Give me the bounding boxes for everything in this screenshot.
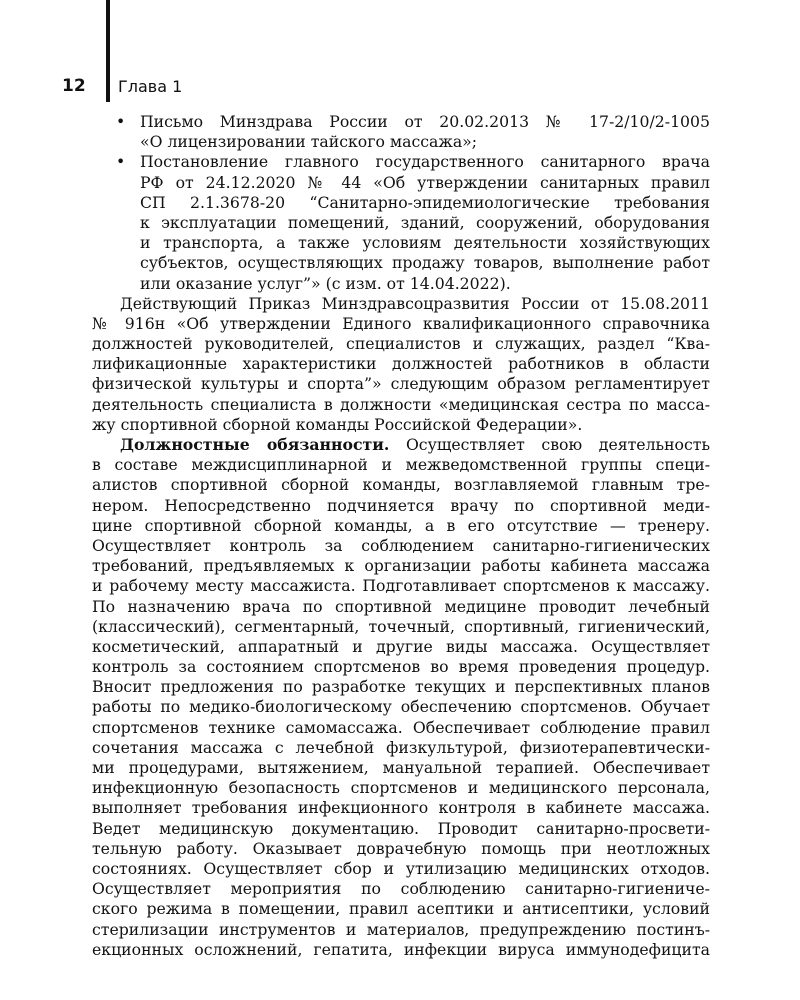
paragraph-line: Осуществляет мероприятия по соблюдению санитарно-гигиениче- (92, 879, 710, 899)
bullet-item-line: «О лицензировании тайского массажа»; (140, 132, 478, 152)
page-body (92, 112, 710, 960)
paragraph-line: Ведет медицинскую документацию. Проводит санитарно-просвети- (92, 818, 710, 838)
paragraph-line: лификационные характеристики должностей работников в области (92, 354, 710, 374)
bullet-item-line: к эксплуатации помещений, зданий, сооружений, оборудования (140, 212, 710, 232)
paragraph-line: сочетания массажа с лечебной физкультурой, физиотерапевтически- (92, 737, 710, 757)
bullet-icon: • (116, 112, 126, 131)
bullet-item-line: • Постановление главного государственного санитарного врача (116, 152, 710, 172)
paragraph-line: в составе междисциплинарной и межведомственной группы специ- (92, 455, 710, 475)
paragraph-line: (классический), сегментарный, точечный, спортивный, гигиенический, (92, 616, 710, 636)
paragraph-line: инфекционную безопасность спортсменов и медицинского персонала, (92, 778, 710, 798)
paragraph-line: Осуществляет контроль за соблюдением санитарно-гигиенических (92, 535, 710, 555)
bullet-item-line: или оказание услуг”» (с изм. от 14.04.2022). (140, 273, 511, 293)
paragraph-line: физической культуры и спорта”» следующим образом регламентирует (92, 374, 710, 394)
paragraph-line: Должностные обязанности. Осуществляет свою деятельность (120, 435, 710, 454)
paragraph-line: должностей руководителей, специалистов и служащих, раздел “Ква- (92, 334, 710, 354)
section-heading: Должностные обязанности. (120, 435, 390, 454)
bullet-item-line: и транспорта, а также условиям деятельности хозяйствующих (140, 233, 710, 253)
paragraph-line: Действующий Приказ Минздравсоцразвития России от 15.08.2011 (120, 293, 710, 313)
paragraph-line: и рабочему месту массажиста. Подготавливает спортсменов к массажу. (92, 576, 710, 596)
paragraph-line: нером. Непосредственно подчиняется врачу по спортивной меди- (92, 495, 710, 515)
paragraph-line: стерилизации инструментов и материалов, предупреждению постинъ- (92, 919, 710, 939)
paragraph-line: состояниях. Осуществляет сбор и утилизацию медицинских отходов. (92, 858, 710, 878)
paragraph-line: контроль за состоянием спортсменов во время проведения процедур. (92, 657, 710, 677)
paragraph-line: ского режима в помещении, правил асептики и антисептики, условий (92, 899, 710, 919)
paragraph-line: работы по медико-биологическому обеспечению спортсменов. Обучает (92, 697, 710, 717)
page-number: 12 (62, 76, 86, 96)
bullet-item-line: субъектов, осуществляющих продажу товаров, выполнение работ (140, 253, 710, 273)
bullet-item-line: РФ от 24.12.2020 № 44 «Об утверждении санитарных правил (140, 172, 710, 192)
paragraph-line: жу спортивной сборной команды Российской Федерации». (92, 414, 583, 434)
paragraph-line: ми процедурами, вытяжением, мануальной терапией. Обеспечивает (92, 758, 710, 777)
paragraph-line: тельную работу. Оказывает доврачебную помощь при неотложных (92, 838, 710, 858)
chapter-title: Глава 1 (118, 77, 183, 96)
header-vertical-rule (106, 0, 110, 102)
bullet-item-line: СП 2.1.3678-20 “Санитарно-эпидемиологические требования (140, 192, 710, 212)
paragraph-line: спортсменов технике самомассажа. Обеспечивает соблюдение правил (92, 717, 710, 737)
paragraph-line: По назначению врача по спортивной медицине проводит лечебный (92, 596, 710, 616)
paragraph-line: екционных осложнений, гепатита, инфекции вируса иммунодефицита (92, 939, 710, 959)
paragraph-line: цине спортивной сборной команды, а в его отсутствие — тренеру. (92, 515, 710, 535)
paragraph-line: выполняет требования инфекционного контроля в кабинете массажа. (92, 798, 710, 818)
paragraph-line: деятельность специалиста в должности «медицинская сестра по масса- (92, 394, 710, 414)
paragraph-line: Вносит предложения по разработке текущих и перспективных планов (92, 677, 710, 697)
paragraph-line: алистов спортивной сборной команды, возглавляемой главным тре- (92, 475, 710, 495)
bullet-icon: • (116, 152, 126, 172)
paragraph-line: требований, предъявляемых к организации работы кабинета массажа (92, 556, 710, 576)
bullet-item-line: • Письмо Минздрава России от 20.02.2013 № 17-2/10/2-1005 (116, 112, 710, 131)
paragraph-line: косметический, аппаратный и другие виды массажа. Осуществляет (92, 636, 710, 656)
paragraph-line: № 916н «Об утверждении Единого квалификационного справочника (92, 313, 710, 333)
